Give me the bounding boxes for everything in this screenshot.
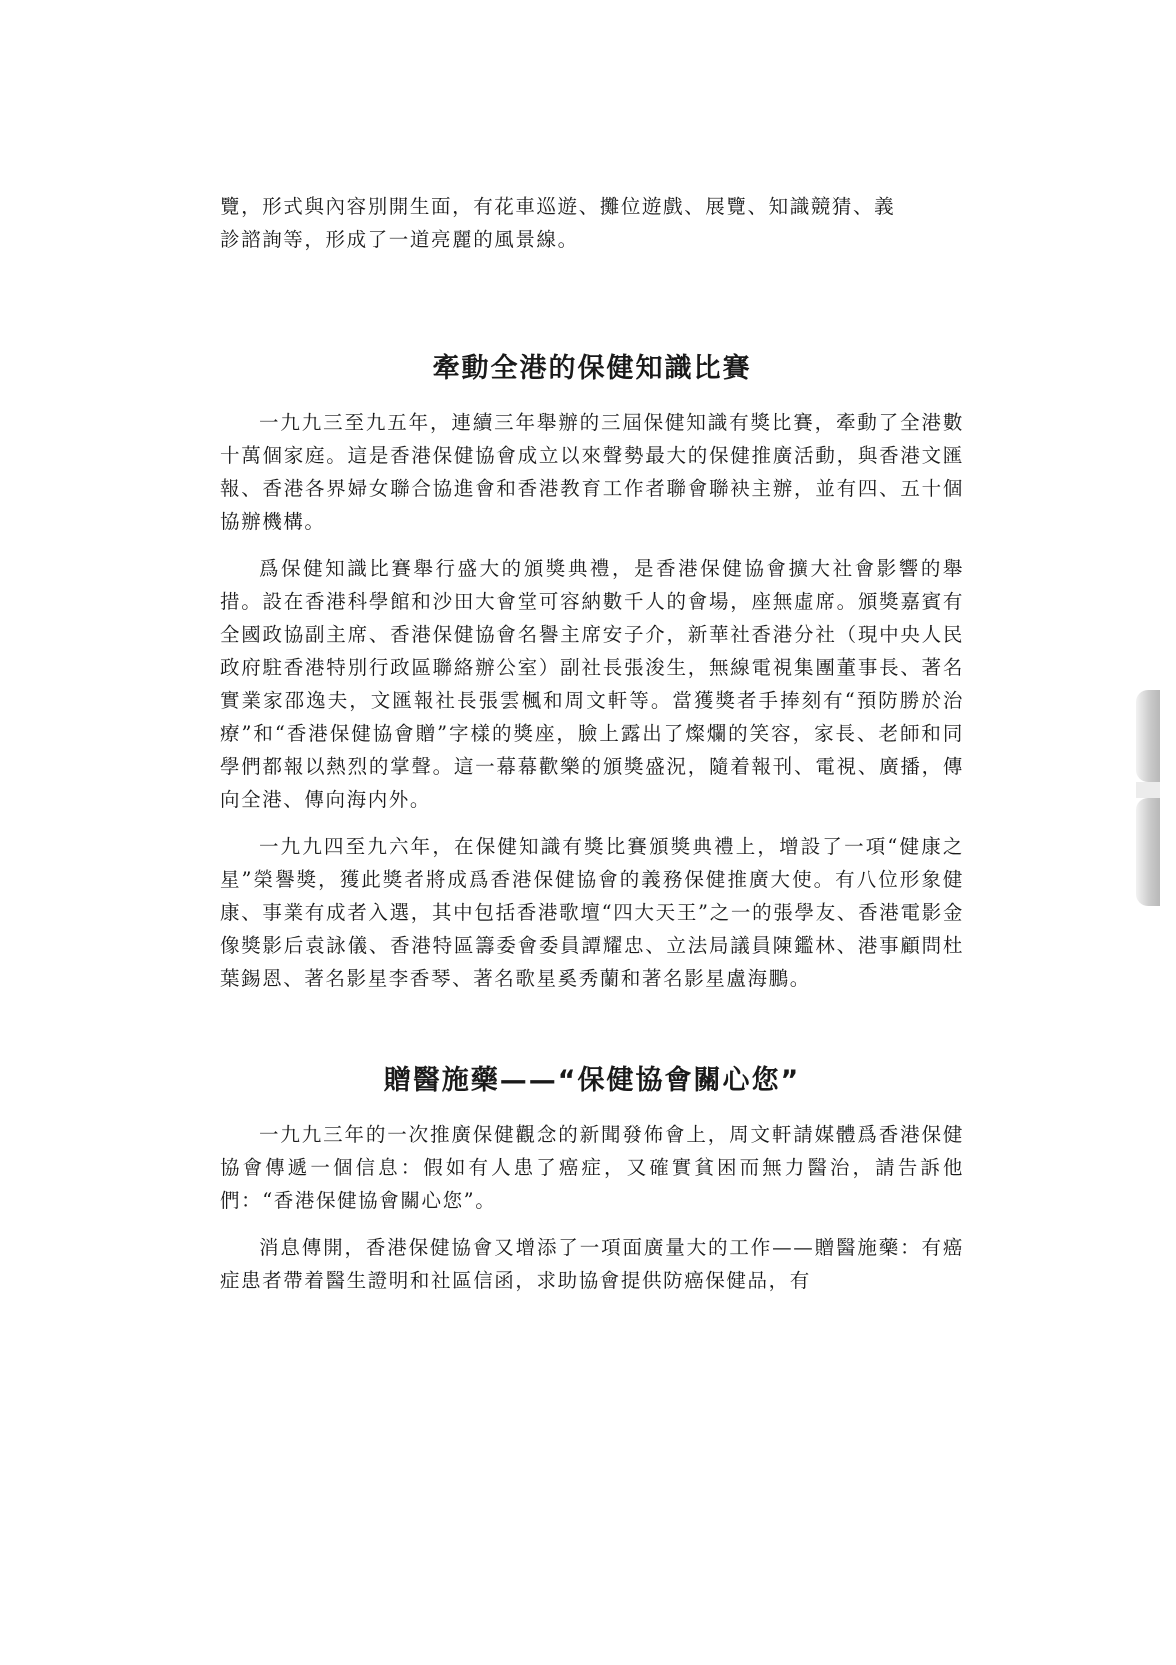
intro-line-1: 覽，形式與內容別開生面，有花車巡遊、攤位遊戲、展覽、知識競猜、義: [220, 195, 896, 218]
paragraph: 一九九三年的一次推廣保健觀念的新聞發佈會上，周文軒請媒體爲香港保健協會傳遞一個信息：假如有人患了癌症，又確實貧困而無力醫治，請告訴他們：“香港保健協會關心您”。: [220, 1123, 964, 1212]
page-edge-tab: [1136, 798, 1160, 906]
intro-text: [220, 190, 964, 256]
section-heading-donation: 贈醫施藥——“保健協會關心您”: [383, 1065, 801, 1096]
paragraph: 爲保健知識比賽舉行盛大的頒獎典禮，是香港保健協會擴大社會影響的舉措。設在香港科學館和沙田大會堂可容納數千人的會場，座無虛席。頒獎嘉賓有全國政協副主席、香港保健協會名譽主席安子介，新華社香港分社（現中央人民政府駐香港特別行政區聯絡辦公室）副社長張浚生，無線電視集團董事長、著名實業家邵逸夫，文匯報社長張雲楓和周文軒等。當獲獎者手捧刻有“預防勝於治療”和“香港保健協會贈”字樣的獎座，臉上露出了燦爛的笑容，家長、老師和同學們都報以熱烈的掌聲。這一幕幕歡樂的頒獎盛況，隨着報刊、電視、廣播，傳向全港、傳向海内外。: [220, 557, 964, 811]
intro-line-2: 診諮詢等，形成了一道亮麗的風景線。: [220, 228, 579, 251]
page-edge-divider: [1136, 782, 1160, 798]
section-body-quiz: [220, 406, 964, 995]
page-edge-tab: [1136, 690, 1160, 782]
paragraph: 一九九四至九六年，在保健知識有獎比賽頒獎典禮上，增設了一項“健康之星”榮譽獎，獲此獎者將成爲香港保健協會的義務保健推廣大使。有八位形象健康、事業有成者入選，其中包括香港歌壇“四大天王”之一的張學友、香港電影金像獎影后袁詠儀、香港特區籌委會委員譚耀忠、立法局議員陳鑑林、港事顧問杜葉錫恩、著名影星李香琴、著名歌星奚秀蘭和著名影星盧海鵬。: [220, 835, 964, 990]
section-heading-quiz: 牽動全港的保健知識比賽: [432, 353, 752, 384]
paragraph: 一九九三至九五年，連續三年舉辦的三屆保健知識有獎比賽，牽動了全港數十萬個家庭。這是香港保健協會成立以來聲勢最大的保健推廣活動，與香港文匯報、香港各界婦女聯合協進會和香港教育工作者聯會聯袂主辦，並有四、五十個協辦機構。: [220, 411, 964, 533]
paragraph: 消息傳開，香港保健協會又增添了一項面廣量大的工作——贈醫施藥：有癌症患者帶着醫生證明和社區信函，求助協會提供防癌保健品，有: [220, 1236, 964, 1292]
section-body-donation: [220, 1118, 964, 1297]
